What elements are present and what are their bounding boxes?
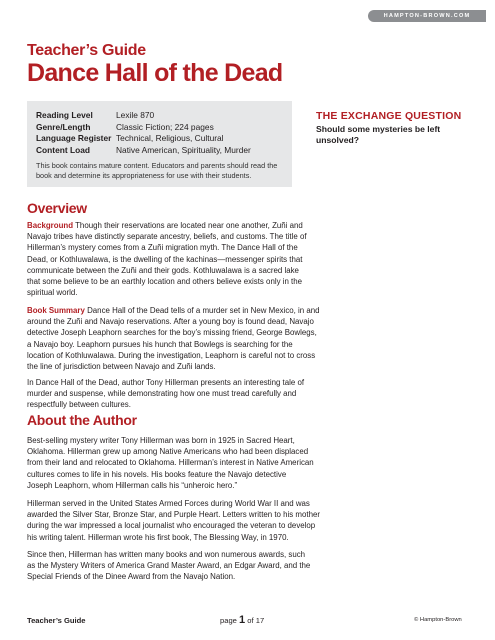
text-line: Since then, Hillerman has written many books and won numerous awards, such [27,550,306,559]
text-line: Hillerman’s mystery comes from a Zuñi migration myth. The Dance Hall of the [27,243,298,253]
text-line: awarded the Silver Star, Bronze Star, and Purple Heart. Letters written to his mother [27,510,320,520]
info-label: Language Register [36,133,112,143]
text-line: Best-selling mystery writer Tony Hillerman was born in 1925 in Sacred Heart, [27,436,295,445]
brand-url: HAMPTON-BROWN.COM [383,13,471,19]
book-summary-label: Book Summary [27,306,85,315]
exchange-question [316,124,466,147]
text-line: Special Friends of the Dinee Award from the Navajo Nation. [27,572,236,582]
text-line: his writing talent. Hillerman wrote his first book, The Blessing Way, in 1970. [27,532,289,542]
text-line: location of Kothluwalawa. During the investigation, Leaphorn is careful not to cross [27,350,316,360]
closing-paragraph [27,377,477,411]
info-value: Lexile 870 [116,110,155,120]
text-line: that some believe to be an earthly location and others believe exists only in the [27,277,303,287]
text-line: respectfully between cultures. [27,400,131,410]
background-label: Background [27,221,74,230]
info-label: Reading Level [36,110,93,120]
text-line: from their land and relocated to Oklahoma. Hillerman’s interest in Native American [27,458,314,468]
author-paragraph-1 [27,435,477,491]
footer-guide-label: Teacher’s Guide [27,616,86,625]
overview-heading: Overview [27,200,87,216]
text-line: Though their reservations are located near one another, Zuñi and [75,221,303,230]
text-line: during the war impressed a local journalist who encouraged the veteran to develop [27,521,316,531]
text-line: murder and suspense, while demonstrating how one must tread carefully and [27,389,297,399]
text-line: communicate between the Zuñi and their gods. Kothluwalawa is a sacred lake [27,265,299,275]
author-paragraph-3 [27,549,477,583]
text-line: detective Joseph Leaphorn searches for the boy’s missing friend, George Bowlegs, [27,328,317,338]
info-row [36,122,283,134]
page-total: of 17 [247,616,265,625]
text-line: Hillerman served in the United States Armed Forces during World War II and was [27,499,310,508]
info-value: Native American, Spirituality, Murder [116,144,251,155]
exchange-question-title: THE EXCHANGE QUESTION [316,110,462,122]
info-label: Genre/Length [36,121,91,132]
page-prefix: page [220,616,237,625]
info-value: Technical, Religious, Cultural [116,133,224,143]
about-author-heading: About the Author [27,412,137,428]
info-row [36,133,283,145]
book-info-box [27,101,292,187]
book-title: Dance Hall of the Dead [27,59,283,87]
text-line: Oklahoma. Hillerman grew up among Native Americans who had been displaced [27,447,309,457]
text-line: Navajo tribes have distinctly separate ancestry, beliefs, and customs. The title of [27,232,307,242]
info-label: Content Load [36,144,90,155]
text-line: Dead, or Kothluwalawa, is the dwelling of the kachinas—messenger spirits that [27,254,303,264]
text-line: the line of jurisdiction between Navajo and Zuñi lands. [27,362,216,372]
page-indicator [220,614,264,626]
book-summary-paragraph [27,305,477,372]
text-line: spiritual world. [27,288,78,298]
exchange-question-line: unsolved? [316,135,359,146]
text-line: Joseph Leaphorn, whom Hillerman calls his “unheroic hero.” [27,480,238,490]
exchange-question-line: Should some mysteries be left [316,124,441,134]
page-number: 1 [239,614,246,626]
info-value: Classic Fiction; 224 pages [116,121,214,132]
text-line: a Navajo boy. Leaphorn pursues his hunch that Bowlegs is searching for the [27,339,293,349]
info-row [36,110,283,122]
content-advisory-note: This book contains mature content. Educators and parents should read the book and determine its appropriateness for use with their students. [36,161,278,181]
text-line: In Dance Hall of the Dead, author Tony Hillerman presents an interesting tale of [27,378,305,387]
copyright: © Hampton-Brown [414,617,462,623]
info-row [36,145,283,157]
guide-label: Teacher’s Guide [27,42,146,59]
text-line: cultures comes to life in his novels. His books feature the Navajo detective [27,469,287,479]
text-line: Dance Hall of the Dead tells of a murder set in New Mexico, in and [87,306,320,315]
text-line: around the Zuñi and Navajo reservations. After a young boy is found dead, Navajo [27,317,314,327]
author-paragraph-2 [27,498,477,543]
brand-badge [368,10,486,22]
text-line: as the Mystery Writers of America Grand Master Award, an Edgar Award, and the [27,561,311,571]
background-paragraph [27,220,477,298]
